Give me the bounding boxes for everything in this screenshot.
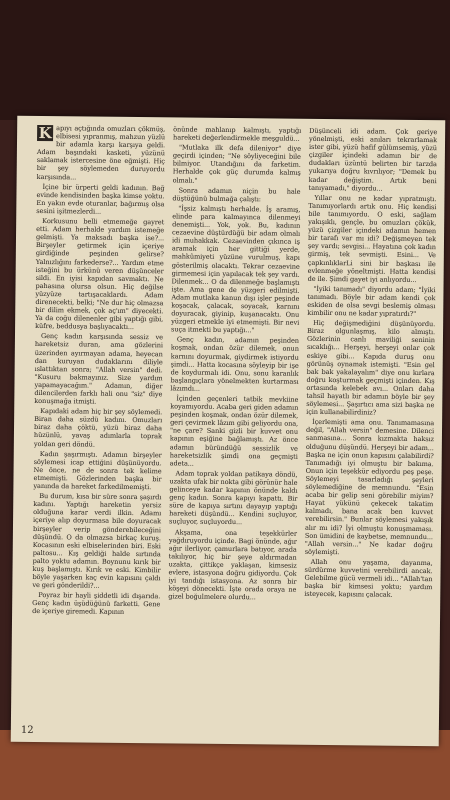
paragraph: Korkusunu belli etmemeğe gayret etti. Adam herhalde yardım istemeğe gelmişti. Ya maksadı başka ise?... Birşeyler getirmek için içeriye girdiğinde peşinden gelirse? Yalnızlığını farkederse?... Yardım etme isteğini bu ürkünü veren düşünceler sildi. En iyisi kapıdan savmaktı. Ne pahasına olursa olsun. Hiç değilse yüzyüze tartışacaklardı. Adam direnecekti, belki; "Ne dur hiç olmazsa bir dilim ekmek, çok aç'ım" diyecekti. Ya da coğu dilenenler gibi yaptığı gibi, küfre, beddusya başlıyacaktı...	[35, 217, 165, 332]
paragraph: "Mutlaka ilk defa dileniyor" diye geçirdi içinden; "Ne söyliyeceğini bile bilmiyor. Utandığını da farketim. Herhalde çok güç durumda kalmış olmalı."	[172, 143, 301, 185]
paragraph: "İşsiz kalmıştı herhalde. İş aramış, elinde para kalmayınca dilenmeyi denemişti... Yok, yok. Bu, kadının cezaevine düştürdüğü bir adam olmalı idi muhakkak. Cezaevinden çıkınca iş aramak için her gittiği yerde, mahkûmiyeti yüzüne vurulmuş, kapı gösterilmiş olacaktı. Tekrar cezaevine girmemesi için yapılacak tek şey vardı. Dilenmek... O da dilenmeğe başlamıştı işte. Ama gene de yüzgeri edilmişti. Adam mutlaka kanun dışı işler peşinde koşacak, çalacak, soyacak, karnını doyuracak, giyinip, kuşanacaktı. Onu yüzgeri etmekle iyi etmemişti. Bir nevi suça itmekti bu yaptığı..."	[171, 204, 301, 335]
paragraph: Hiç değişmediğini düşünüyordu. Biraz olgunlaşmış, kilo almıştı. Gözlerinin canlı maviliği seninin sıcaklığı... Herşeyi, herşeyi onlar çok eskiye gibi... Kapıda duruş onu görünüş oynamak istemişti. "Esin gel bak bak yakalayalım" diye onu kırlara doğru koşturmak geçmişti içinden. Kış ortasında kelebek avı... Onları daha tahsil hayatlı bir adamın böyle bir şey söylemesi... Şaşırtıcı ama sizi başka ne için kullanabilirdiniz?	[306, 319, 436, 417]
paragraph: Akşama, ona teşekkürler yağdıruyordu içinde. Bagi önünde, ağır ağır ilerliyor, çamurlara batıyor, arada takılıyor, hiç bir şeye aldırmadan uzakta, çittikçe yaklaşan, kimsesiz evlere, istasyona doğru gidiyordu. Çok iyi tandığı istasyona. Az sonra bir köşeyi dönecekti. İşte orada oraya ne gizel boğulmelere olurdu...	[168, 527, 297, 602]
paragraph: Bu durum, kısa bir süre sonra şaşırdı kadını. Yaptığı hareketin yersiz olduğuna karar verdi ilkin. Adamı içeriye alıp doyurmasa bile doyuracak birşeyler verip gönderebileceğini düşündü. O da olmazsa birkaç kuruş. Kocasının eski elbiselerinden biri. Eski paltosu... Kış geldiği halde sırtında palto yoktu adamın. Boynunu kırık bir kuş başlamıştı. Kırık ve eski. Kimbilir böyle yaşarken kaç evin kapısını çaldı ve geri gönderildi?...	[32, 492, 162, 590]
paragraph: Kadın şaşırmıştı. Adamın birşeyler söylemesi icap ettiğini düşünüyordu. Ne önce, ne de sonra tek kelime etmemişti. Gözlerinden başka bir yanında da hareket farkedilmemişti.	[33, 449, 162, 492]
paragraph: İçerlemişti ama onu. Tanımamasına değil, "Allah versin" demesine. Dilenci sanmasına... Sonra kızmakta haksız olduğunu düşündü. Herşeyi bir adam... Başka ne için onun kapısını çalabilirdi? Tanımadığı iyi olmuştu bir bakıma. Onun için teşekkür ediyordu peş peşe. Söylemeyi tasarladığı şeyleri söylemediğine de memnundu. "Esin acaba bir gelip seni görebilir miyim? Hayat yükünü çekecek takatim kalmadı, bana acak ben kuvvet verebilirsin." Bunlar söylemesi yakışık alır mı idi? İyi olmuştu konuşmaması. Son ümidini de kaybetse, memnundu... "Allah versin..." Ne kadar doğru söylemişti.	[304, 418, 435, 556]
paragraph: önünde mahlanıp kalmıştı, yaptığı hareketi değerlendirmekle meşguldü...	[173, 125, 302, 143]
paragraph-text: apıyı açtığında omuzları çökmüş, elbisesi yıpranmış, mahzun yüzlü bir adamla karşı karşıya geldi. Adam başındaki kasketi, yüzünü saklamak istercesine öne eğmişti. Hiç bir şey söylemeden duruyordu karşısında...	[36, 124, 166, 181]
paragraph: Sonra adamın niçin bu hale düştüğünü bulmağa çalıştı:	[172, 186, 301, 204]
paragraph: Allah onu yaşama, dayanma, sürdürme kuvvetini verebilirdi ancak. Gelebilme gücü vermeli idi... "Allah'tan başka bir kimsesi yoktu; yardım isteyecek, kapısını çalacak.	[304, 557, 433, 599]
paragraph: Genç kadın karşısında sessiz ve hareketsiz duran, ama gözlerini üzerinden ayırmayan adama, heyecan dan kuruyan dudaklarını diliyle ıslattıktan sonra; "Allah versin" dedi. "Kusuru bakmayınız. Size yardım yapamayacağım." Adamın, diğer dilencilerden farklı hali onu "siz" diye konuşmağa itmişti.	[34, 332, 164, 406]
paragraph: İçinden geçenleri tatbik mevkiine koyamıyordu. Acaba geri giden adamın peşinden koşmak, ondan özür dilemek, geri çevirmek lâzım gibi geliyordu ona, "ne çare? Sanki gizli bir kuvvet onu kapının eşiğine bağlamıştı. Az önce adamın büründüğü sessizlik ve hareketsizlik şimdi ona geçmişti adeta...	[169, 394, 299, 468]
paragraph: Poyraz bir hayli şiddetli idi dışarıda. Genç kadın üşüdüğünü farketti. Gene de içeriye giremedi. Kapının	[32, 591, 161, 617]
paragraph: Kapıdaki adam hiç bir şey söylemedi. Biran daha süzdü kadını. Omuzları biraz daha çöktü, yüzü biraz daha hüzünlü, yavaş adımlarla toprak yoldan geri döndü.	[33, 407, 163, 449]
paragraph: Yıllar onu ne kadar yıpratmıştı. Tanımıyorlardı artık onu. Hiç kendisi bile tanımıyordu. O eski, sağlam yakışıklı, gençle, bu omuzları çökük, yüzü çizgiler içindeki adamın hemen bir tarafı var mı idi? Değişmeyen tek şey vardı; sevgisi... Hayatına çok kadın girmiş, tek sevmişti. Esini... Ve çapkınlıklarLi sini bir başkası ile evlenmeğe yöneltmişti. Hatta kendisi de ile. Şimdi gayet iyi anlıyordu...	[307, 193, 437, 284]
drop-cap: K	[38, 124, 52, 143]
paragraph: "İyiki tanımadı" diyordu adam; "İyiki tanımadı. Böyle bir adam kendi çok eskiden de olsa sevgi beslemiş olması kimbilir onu ne kadar yıpratırdı?"	[307, 284, 436, 319]
text-column-2	[168, 125, 301, 604]
text-column-3	[304, 127, 437, 602]
paragraph: Düşünceli idi adam. Çok geriye yönelmişti, eski anıları tekrarlamak ister gibi, yüzü hafif gülümsemiş, yüzü çizgiler içindeki adamın bir de dudakları üzüntü belirten bir tarzda yukarıya doğru kıvrılıyor; "Demek bu kadar değiştim. Artık beni tanıyamadı," diyordu...	[308, 126, 438, 193]
background-top	[0, 0, 450, 120]
text-column-1	[32, 124, 165, 619]
magazine-page	[11, 116, 446, 746]
paragraph: Genç kadın, adamın peşinden koşmak, ondan özür dilemek, onun karnını doyurmak, giydirmek istiyordu şimdi... Hatta kocasına söyleyip bir işe de koydurmalı idi. Onu, sonu karanlık başlangıçlara yönelmekten kurtarması lâzımdı...	[170, 335, 299, 393]
page-number: 12	[20, 724, 34, 736]
paragraph: Adam toprak yoldan patikaya döndü, uzakta ufak bir nokta gibi görünür hale gelinceye kadar kapının önünde kaldı genç kadın. Sonra kapıyı kapattı. Bir süre de kapıya sırtını dayayıp yaptığı hareketi düşündü... Kendini suçluyor, suçluyor, suçluyordu...	[169, 469, 298, 527]
paragraph: İçine bir ürperti geldi kadının. Bağ evinde kendisinden başka kimse yoktu. En yakın evde oturanlar, bağırmış olsa sesini işitmezlerdi...	[36, 182, 165, 216]
paragraph	[37, 124, 166, 182]
